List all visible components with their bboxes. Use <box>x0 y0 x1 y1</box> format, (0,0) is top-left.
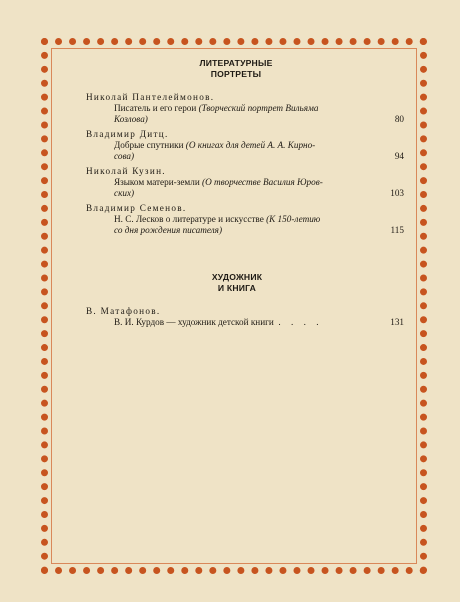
entry-author: В. Матафонов. <box>86 306 161 316</box>
section-entries <box>86 92 404 236</box>
entry-title-line: Козлова) 80 <box>114 114 404 124</box>
entry-author: Владимир Семенов. <box>86 203 187 213</box>
section-entries <box>86 306 404 328</box>
toc-entry[interactable] <box>86 203 404 236</box>
toc-entry[interactable] <box>86 129 404 162</box>
toc-entry[interactable] <box>86 306 404 328</box>
table-of-contents <box>86 58 404 332</box>
entry-title-line: со дня рождения писателя) 115 <box>114 225 404 235</box>
entry-title-line: Н. С. Лесков о литературе и искусстве (К 150-летию <box>114 214 321 224</box>
dot-leader: . . . . <box>278 317 323 327</box>
entry-author: Николай Кузин. <box>86 166 166 176</box>
page-number: 131 <box>390 317 404 327</box>
entry-title-line: сова) 94 <box>114 151 404 161</box>
entry-title-line: Добрые спутники (О книгах для детей А. А. Кирно- <box>114 140 316 150</box>
page-number: 115 <box>390 225 404 235</box>
entry-title-line: Языком матери-земли (О творчестве Василия Юров- <box>114 177 323 187</box>
toc-entry[interactable] <box>86 166 404 199</box>
entry-author: Николай Пантелеймонов. <box>86 92 215 102</box>
toc-entry[interactable] <box>86 92 404 125</box>
page-number: 103 <box>390 188 404 198</box>
page-number: 80 <box>394 114 404 124</box>
entry-title-line: ских) 103 <box>114 188 404 198</box>
page-number: 94 <box>394 151 404 161</box>
entry-title-line: В. И. Курдов — художник детской книги . . . . 131 <box>114 317 404 327</box>
entry-author: Владимир Дитц. <box>86 129 169 139</box>
section-title-literary-portraits: ЛИТЕРАТУРНЫЕ ПОРТРЕТЫ <box>199 58 273 79</box>
entry-title-line: Писатель и его герои (Творческий портрет Вильяма <box>114 103 319 113</box>
section-title-artist-and-book: ХУДОЖНИК И КНИГА <box>211 272 263 293</box>
